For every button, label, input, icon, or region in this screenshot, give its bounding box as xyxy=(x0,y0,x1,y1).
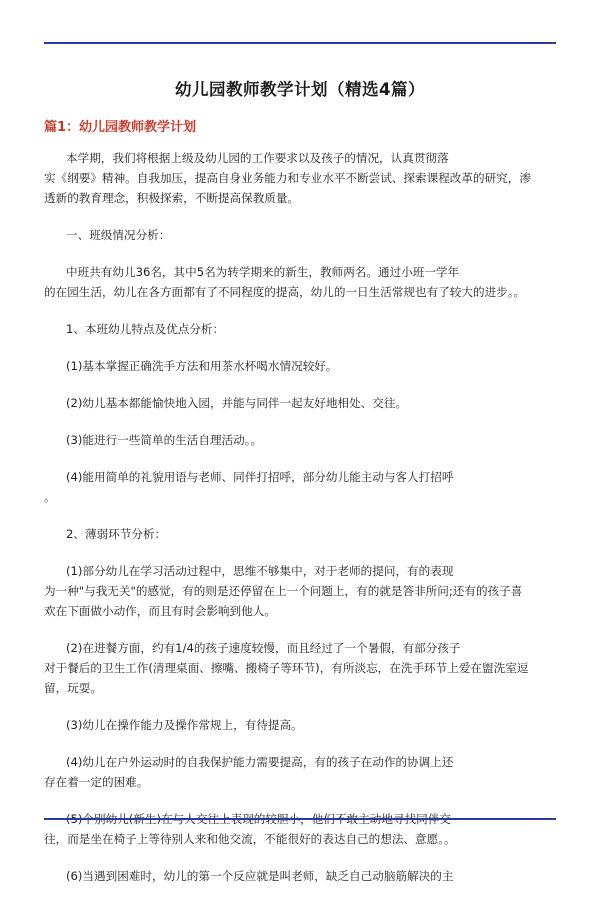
paragraph xyxy=(44,561,558,621)
paragraph-line: (3)幼儿在操作能力及操作常规上，有待提高。 xyxy=(66,718,303,732)
paragraph xyxy=(44,319,558,339)
paragraph xyxy=(44,866,558,886)
paragraph xyxy=(44,638,558,698)
top-rule xyxy=(44,42,556,44)
paragraph xyxy=(44,809,558,849)
paragraph-line: (1)基本掌握正确洗手方法和用茶水杯喝水情况较好。 xyxy=(66,359,338,373)
paragraph-line: (3)能进行一些简单的生活自理活动。。 xyxy=(66,433,263,447)
paragraph-line: 的在园生活，幼儿在各方面都有了不同程度的提高，幼儿的一日生活常规也有了较大的进步。。 xyxy=(44,285,526,299)
paragraph-line: 对于餐后的卫生工作(清理桌面、擦嘴、搬椅子等环节)，有所淡忘，在洗手环节上爱在盥洗室逗 xyxy=(44,661,529,675)
paragraph xyxy=(44,393,558,413)
paragraph-line: 中班共有幼儿36名，其中5名为转学期来的新生，教师两名。通过小班一学年 xyxy=(66,265,460,279)
paragraph-line: 。 xyxy=(44,490,56,504)
paragraph-line: 实《纲要》精神。自我加压，提高自身业务能力和专业水平不断尝试、探索课程改革的研究，渗 xyxy=(44,171,531,185)
paragraph-line: 透新的教育理念，积极探索，不断提高保教质量。 xyxy=(44,191,300,205)
paragraph-line: 欢在下面做小动作，而且有时会影响到他人。 xyxy=(44,604,276,618)
paragraph-line: 留，玩耍。 xyxy=(44,681,102,695)
paragraph-line: 2、薄弱环节分析： xyxy=(66,527,167,541)
paragraph xyxy=(44,148,558,208)
paragraph-line: 为一种"与我无关"的感觉，有的则是还停留在上一个问题上，有的就是答非所问;还有的孩子喜 xyxy=(44,584,523,598)
paragraph-line: (4)幼儿在户外运动时的自我保护能力需要提高，有的孩子在动作的协调上还 xyxy=(66,755,454,769)
paragraph-line: (6)当遇到困难时，幼儿的第一个反应就是叫老师，缺乏自己动脑筋解决的主 xyxy=(66,869,454,883)
paragraph xyxy=(44,715,558,735)
paragraph xyxy=(44,225,558,245)
paragraph-line: (2)在进餐方面，约有1/4的孩子速度较慢，而且经过了一个暑假，有部分孩子 xyxy=(66,641,461,655)
paragraph-line: 往，而是坐在椅子上等待别人来和他交流，不能很好的表达自己的想法、意愿。。 xyxy=(44,832,456,846)
document-body xyxy=(44,148,558,903)
page-title: 幼儿园教师教学计划（精选4篇） xyxy=(175,80,425,99)
paragraph xyxy=(44,262,558,302)
paragraph-line: (2)幼儿基本都能愉快地入园，并能与同伴一起友好地相处、交往。 xyxy=(66,396,408,410)
paragraph-line: 存在着一定的困难。 xyxy=(44,775,149,789)
paragraph xyxy=(44,430,558,450)
paragraph-line: 1、本班幼儿特点及优点分析： xyxy=(66,322,225,336)
paragraph-line: (1)部分幼儿在学习活动过程中，思维不够集中，对于老师的提问，有的表现 xyxy=(66,564,454,578)
section-heading: 篇1：幼儿园教师教学计划 xyxy=(44,120,197,135)
paragraph xyxy=(44,524,558,544)
paragraph-line: (4)能用简单的礼貌用语与老师、同伴打招呼，部分幼儿能主动与客人打招呼 xyxy=(66,470,454,484)
paragraph xyxy=(44,356,558,376)
paragraph-line: 本学期，我们将根据上级及幼儿园的工作要求以及孩子的情况，认真贯彻落 xyxy=(66,151,449,165)
bottom-rule xyxy=(44,818,556,820)
paragraph xyxy=(44,467,558,507)
paragraph-line: 一、班级情况分析： xyxy=(66,228,171,242)
paragraph xyxy=(44,752,558,792)
